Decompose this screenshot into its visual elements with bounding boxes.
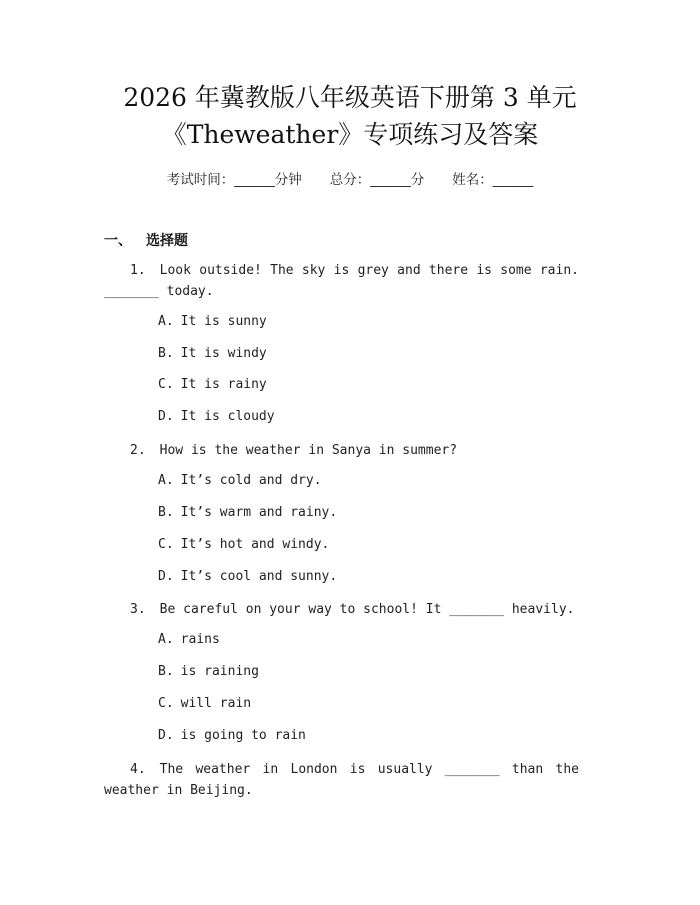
question-number: 2. — [130, 443, 146, 458]
question-2-option-b — [158, 504, 337, 522]
question-1-option-c — [158, 376, 267, 394]
option-text: It is rainy — [180, 377, 267, 392]
question-2-option-d — [158, 568, 337, 586]
section-title: 选择题 — [146, 233, 188, 249]
option-text: It’s cold and dry. — [180, 473, 322, 488]
question-text: Look outside! The sky is grey and there is some rain. _______ today. — [104, 263, 579, 299]
section-heading — [104, 230, 188, 250]
option-letter: D. — [158, 569, 174, 584]
question-3-option-d — [158, 727, 306, 745]
option-letter: C. — [158, 696, 174, 711]
option-text: is raining — [180, 664, 259, 679]
option-letter: A. — [158, 314, 174, 329]
question-1-option-d — [158, 408, 275, 426]
option-text: It’s cool and sunny. — [180, 569, 338, 584]
option-letter: C. — [158, 537, 174, 552]
option-letter: C. — [158, 377, 174, 392]
document-title-line-2: 《Theweather》专项练习及答案 — [161, 120, 539, 149]
student-name-label: 姓名：______ — [452, 172, 534, 188]
question-text: The weather in London is usually _______ than the weather in Beijing. — [104, 762, 579, 798]
option-text: It is cloudy — [180, 409, 275, 424]
section-number: 一、 — [104, 233, 132, 249]
question-number: 3. — [130, 602, 146, 617]
question-1-option-a — [158, 313, 267, 331]
option-text: It’s hot and windy. — [180, 537, 330, 552]
exam-info-line — [0, 168, 700, 188]
option-letter: D. — [158, 409, 174, 424]
option-text: is going to rain — [180, 728, 306, 743]
question-4 — [104, 759, 579, 801]
question-3-option-a — [158, 631, 220, 649]
question-2 — [104, 440, 579, 461]
question-2-option-c — [158, 536, 329, 554]
question-3 — [104, 599, 579, 620]
option-text: will rain — [180, 696, 252, 711]
question-3-option-c — [158, 695, 251, 713]
question-3-option-b — [158, 663, 259, 681]
option-letter: B. — [158, 664, 174, 679]
option-letter: D. — [158, 728, 174, 743]
option-text: rains — [180, 632, 220, 647]
question-text: Be careful on your way to school! It _______ heavily. — [159, 602, 575, 617]
question-number: 4. — [130, 762, 146, 777]
option-letter: B. — [158, 505, 174, 520]
question-text: How is the weather in Sanya in summer? — [159, 443, 458, 458]
option-letter: A. — [158, 632, 174, 647]
option-text: It is windy — [180, 346, 267, 361]
document-title-line-1: 2026 年冀教版八年级英语下册第 3 单元 — [123, 83, 577, 112]
question-number: 1. — [130, 263, 146, 278]
option-text: It is sunny — [180, 314, 267, 329]
option-text: It’s warm and rainy. — [180, 505, 338, 520]
option-letter: A. — [158, 473, 174, 488]
exam-time-label: 考试时间：______分钟 — [166, 172, 302, 188]
question-1-option-b — [158, 345, 267, 363]
total-score-label: 总分：______分 — [329, 172, 425, 188]
question-1 — [104, 260, 579, 302]
option-letter: B. — [158, 346, 174, 361]
question-2-option-a — [158, 472, 322, 490]
